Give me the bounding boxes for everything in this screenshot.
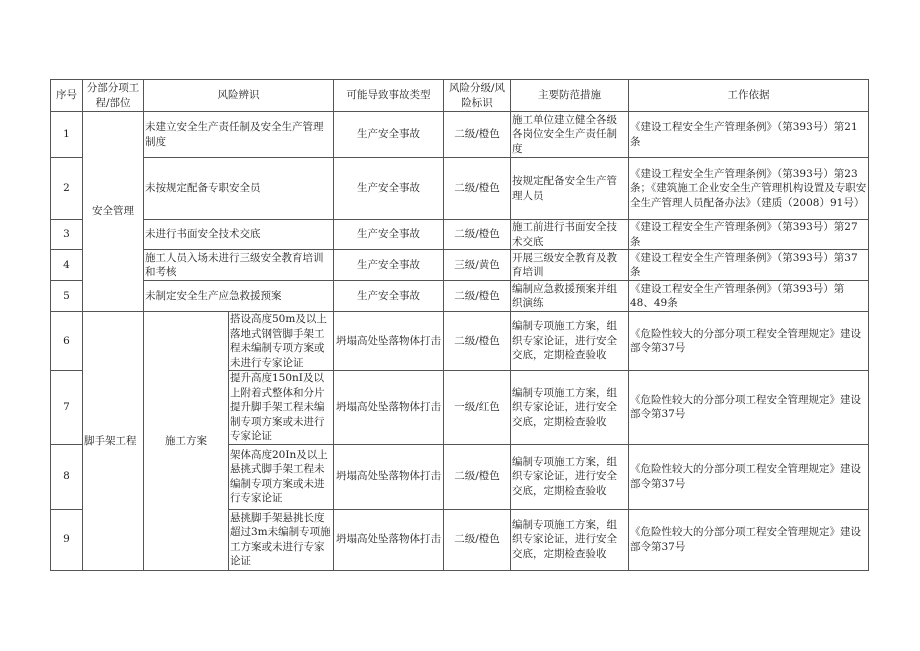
basis-cell: 《危险性较大的分部分项工程安全管理规定》建设部令第37号: [629, 444, 869, 509]
level-cell: 二级/橙色: [444, 112, 511, 158]
header-row: [51, 80, 869, 112]
row-no: 7: [51, 371, 83, 445]
basis-cell: 《建设工程安全生产管理条例》（第393号）第48、49条: [629, 281, 869, 312]
row-no: 2: [51, 158, 83, 220]
measure-cell: 施工单位建立健全各级各岗位安全生产责任制度: [511, 112, 629, 158]
level-cell: 二级/橙色: [444, 509, 511, 570]
risk-cell: 未建立安全生产责任制及安全生产管理制度: [144, 112, 334, 158]
table-row: [51, 312, 869, 371]
basis-cell: 《建设工程安全生产管理条例》（第393号）第23条；《建筑施工企业安全生产管理机构设置及专职安全生产管理人员配备办法》（建质（2008）91号）: [629, 158, 869, 220]
risk-cell: 悬挑脚手架悬挑长度超过3m未编制专项施工方案或未进行专家论证: [229, 509, 334, 570]
risk-cell: 提升高度150nI及以上附着式整体和分片提升脚手架工程未编制专项方案或未进行专家论证: [229, 371, 334, 445]
row-no: 6: [51, 312, 83, 371]
accident-cell: 坍塌高处坠落物体打击: [334, 444, 444, 509]
section-cell: 安全管理: [83, 112, 144, 312]
row-no: 8: [51, 444, 83, 509]
level-cell: 二级/橙色: [444, 281, 511, 312]
accident-cell: 坍塌高处坠落物体打击: [334, 371, 444, 445]
row-no: 3: [51, 220, 83, 250]
table-row: [51, 158, 869, 220]
measure-cell: 编制应急救援预案并组织演练: [511, 281, 629, 312]
basis-cell: 《建设工程安全生产管理条例》（第393号）第21条: [629, 112, 869, 158]
header-accident: 可能导致事故类型: [334, 80, 444, 112]
level-cell: 三级/黄色: [444, 250, 511, 281]
subsection-cell: 施工方案: [144, 312, 229, 571]
risk-table: [50, 79, 869, 571]
measure-cell: 按规定配备安全生产管理人员: [511, 158, 629, 220]
accident-cell: 生产安全事故: [334, 281, 444, 312]
table-row: [51, 250, 869, 281]
row-no: 5: [51, 281, 83, 312]
risk-cell: 未按规定配备专职安全员: [144, 158, 334, 220]
accident-cell: 生产安全事故: [334, 250, 444, 281]
table-row: [51, 112, 869, 158]
risk-cell: 未进行书面安全技术交底: [144, 220, 334, 250]
basis-cell: 《危险性较大的分部分项工程安全管理规定》建设部令第37号: [629, 509, 869, 570]
row-no: 1: [51, 112, 83, 158]
level-cell: 一级/红色: [444, 371, 511, 445]
section-cell: 脚手架工程: [83, 312, 144, 571]
measure-cell: 编制专项施工方案，组织专家论证，进行安全交底，定期检查验收: [511, 312, 629, 371]
accident-cell: 生产安全事故: [334, 112, 444, 158]
basis-cell: 《危险性较大的分部分项工程安全管理规定》建设部令第37号: [629, 371, 869, 445]
header-measure: 主要防范措施: [511, 80, 629, 112]
measure-cell: 施工前进行书面安全技术交底: [511, 220, 629, 250]
accident-cell: 生产安全事故: [334, 158, 444, 220]
row-no: 9: [51, 509, 83, 570]
header-risk: 风险辨识: [144, 80, 334, 112]
risk-cell: 架体高度20In及以上悬挑式脚手架工程未编制专项方案或未进行专家论证: [229, 444, 334, 509]
measure-cell: 编制专项施工方案，组织专家论证，进行安全交底，定期检查验收: [511, 509, 629, 570]
accident-cell: 坍塌高处坠落物体打击: [334, 312, 444, 371]
row-no: 4: [51, 250, 83, 281]
risk-cell: 搭设高度50m及以上落地式钢管脚手架工程未编制专项方案或未进行专家论证: [229, 312, 334, 371]
accident-cell: 坍塌高处坠落物体打击: [334, 509, 444, 570]
level-cell: 二级/橙色: [444, 158, 511, 220]
header-no: 序号: [51, 80, 83, 112]
table-row: [51, 281, 869, 312]
risk-cell: 未制定安全生产应急救援预案: [144, 281, 334, 312]
measure-cell: 编制专项施工方案，组织专家论证，进行安全交底，定期检查验收: [511, 444, 629, 509]
header-basis: 工作依据: [629, 80, 869, 112]
measure-cell: 编制专项施工方案，组织专家论证，进行安全交底，定期检查验收: [511, 371, 629, 445]
level-cell: 二级/橙色: [444, 220, 511, 250]
accident-cell: 生产安全事故: [334, 220, 444, 250]
header-section: 分部分项工程/部位: [83, 80, 144, 112]
basis-cell: 《危险性较大的分部分项工程安全管理规定》建设部令第37号: [629, 312, 869, 371]
table-row: [51, 220, 869, 250]
measure-cell: 开展三级安全教育及教育培训: [511, 250, 629, 281]
level-cell: 二级/橙色: [444, 312, 511, 371]
basis-cell: 《建设工程安全生产管理条例》（第393号）第27条: [629, 220, 869, 250]
header-level: 风险分级/风险标识: [444, 80, 511, 112]
risk-cell: 施工人员入场未进行三级安全教育培训和考核: [144, 250, 334, 281]
basis-cell: 《建设工程安全生产管理条例》（第393号）第37条: [629, 250, 869, 281]
level-cell: 二级/橙色: [444, 444, 511, 509]
